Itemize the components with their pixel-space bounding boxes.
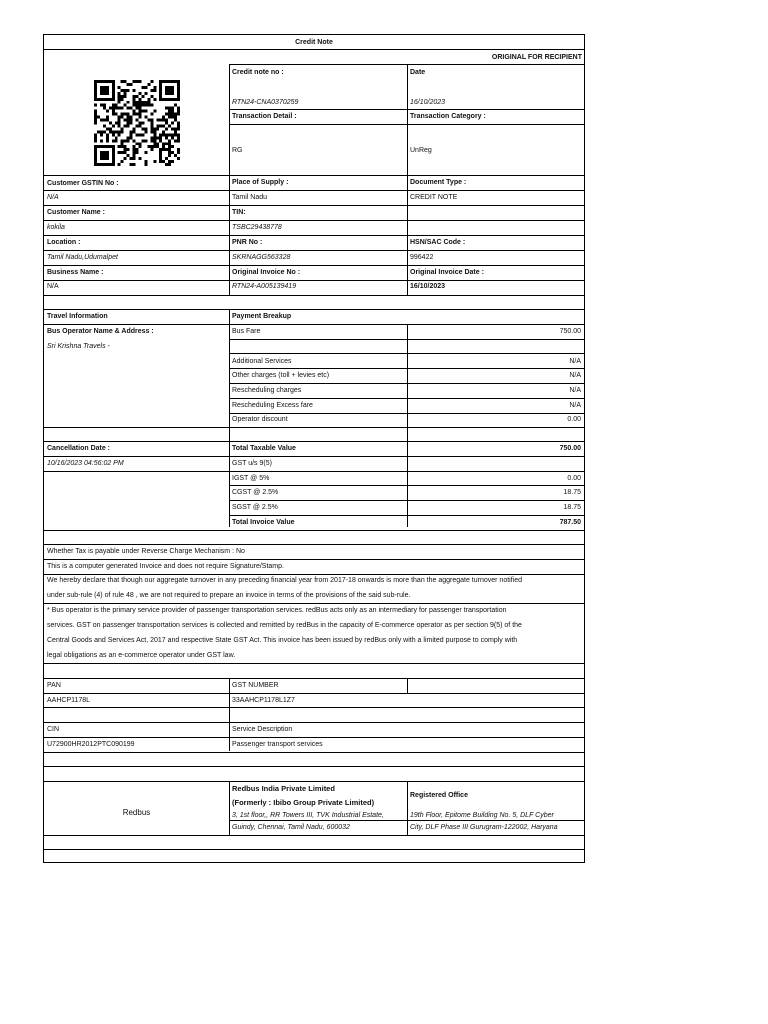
bus-operator: Sri Krishna Travels - bbox=[47, 343, 110, 350]
total-invoice-label: Total Invoice Value bbox=[232, 519, 295, 526]
business-name: N/A bbox=[47, 283, 59, 290]
sgst-label: SGST @ 2.5% bbox=[232, 504, 278, 511]
company-name-line-2: (Formerly : Ibibo Group Private Limited) bbox=[232, 798, 375, 807]
original-invoice-no: RTN24-A005139419 bbox=[232, 283, 297, 290]
date-label: Date bbox=[410, 69, 426, 76]
location-label: Location : bbox=[47, 239, 81, 246]
travel-information-label: Travel Information bbox=[47, 313, 108, 320]
gst-number-value: 33AAHCP1178L1Z7 bbox=[232, 697, 295, 704]
hsn-label: HSN/SAC Code : bbox=[410, 239, 466, 246]
transaction-detail: RG bbox=[232, 147, 243, 154]
customer-gstin-label: Customer GSTIN No : bbox=[47, 180, 119, 187]
declaration-line-1: We hereby declare that though our aggregate turnover in any preceding financial year from 2017-18 onwards is more than the aggregate turnover notified bbox=[47, 577, 522, 584]
original-invoice-date: 16/10/2023 bbox=[410, 283, 446, 290]
location-value: Tamil Nadu,Udumalpet bbox=[47, 254, 118, 261]
rescheduling-charges-label: Rescheduling charges bbox=[232, 387, 302, 394]
pnr-value: SKRNAGG563328 bbox=[232, 254, 291, 261]
total-taxable-label: Total Taxable Value bbox=[232, 445, 296, 452]
reverse-charge-note: Whether Tax is payable under Reverse Charge Mechanism : No bbox=[47, 548, 245, 555]
registered-office-line-2: City, DLF Phase III Gurugram-122002, Haryana bbox=[410, 824, 558, 831]
date-value: 16/10/2023 bbox=[410, 99, 446, 106]
qr-code-icon bbox=[94, 80, 180, 166]
transaction-category-label: Transaction Category : bbox=[410, 113, 486, 120]
service-description-label: Service Description bbox=[232, 726, 293, 733]
rescheduling-charges-value: N/A bbox=[569, 387, 581, 394]
igst-value: 0.00 bbox=[567, 475, 581, 482]
transaction-detail-label: Transaction Detail : bbox=[232, 113, 297, 120]
company-name-line-1: Redbus India Private Limited bbox=[232, 784, 335, 793]
customer-name: kokila bbox=[47, 224, 65, 231]
hsn-value: 996422 bbox=[410, 254, 434, 261]
tin-value: TSBC29438778 bbox=[232, 224, 282, 231]
bus-operator-label: Bus Operator Name & Address : bbox=[47, 328, 154, 335]
place-of-supply: Tamil Nadu bbox=[232, 194, 268, 201]
pan-label: PAN bbox=[47, 682, 61, 689]
total-invoice-value: 787.50 bbox=[559, 519, 581, 526]
original-invoice-no-label: Original Invoice No : bbox=[232, 269, 301, 276]
customer-gstin: N/A bbox=[47, 194, 59, 201]
cgst-value: 18.75 bbox=[563, 489, 581, 496]
tin-label: TIN: bbox=[232, 209, 246, 216]
rescheduling-excess-value: N/A bbox=[569, 402, 581, 409]
operator-discount-label: Operator discount bbox=[232, 416, 288, 423]
pan-value: AAHCP1178L bbox=[47, 697, 91, 704]
payment-breakup-label: Payment Breakup bbox=[232, 313, 292, 320]
bus-fare-value: 750.00 bbox=[559, 328, 581, 335]
bus-fare-label: Bus Fare bbox=[232, 328, 261, 335]
other-charges-label: Other charges (toll + levies etc) bbox=[232, 372, 330, 379]
place-of-supply-label: Place of Supply : bbox=[232, 179, 289, 186]
gst-label: GST u/s 9(5) bbox=[232, 460, 272, 467]
registered-office-label: Registered Office bbox=[410, 792, 468, 799]
rescheduling-excess-label: Rescheduling Excess fare bbox=[232, 402, 313, 409]
customer-name-label: Customer Name : bbox=[47, 209, 105, 216]
transaction-category: UnReg bbox=[410, 147, 432, 154]
service-description: Passenger transport services bbox=[232, 741, 323, 748]
document-type: CREDIT NOTE bbox=[410, 194, 458, 201]
additional-services-value: N/A bbox=[569, 358, 581, 365]
igst-label: IGST @ 5% bbox=[232, 475, 270, 482]
disclaimer-line-2: services. GST on passenger transportation services is collected and remitted by redBus in the capacity of E-commerce operator as per section 9(5) of the bbox=[47, 622, 522, 629]
brand-name: Redbus bbox=[122, 808, 151, 817]
total-taxable-value: 750.00 bbox=[559, 445, 581, 452]
registered-office-line-1: 19th Floor, Epitome Building No. 5, DLF Cyber bbox=[410, 812, 554, 819]
cancellation-date: 10/16/2023 04:56:02 PM bbox=[47, 460, 124, 467]
credit-note-sheet bbox=[43, 34, 585, 863]
cancellation-date-label: Cancellation Date : bbox=[47, 445, 111, 452]
cgst-label: CGST @ 2.5% bbox=[232, 489, 279, 496]
other-charges-value: N/A bbox=[569, 372, 581, 379]
cin-label: CIN bbox=[47, 726, 60, 733]
document-title: Credit Note bbox=[295, 39, 333, 46]
declaration-line-2: under sub-rule (4) of rule 48 , we are not required to prepare an invoice in terms of the provisions of the said sub-rule. bbox=[47, 592, 411, 599]
disclaimer-line-3: Central Goods and Services Act, 2017 and respective State GST Act. This invoice has been issued by redBus only with a limited purpose to comply with bbox=[47, 637, 518, 644]
cin-value: U72900HR2012PTC090199 bbox=[47, 741, 135, 748]
company-address-line-1: 3, 1st floor,, RR Towers III, TVK Industrial Estate, bbox=[232, 812, 384, 819]
credit-note-no: RTN24-CNA0370259 bbox=[232, 99, 299, 106]
document-type-label: Document Type : bbox=[410, 179, 467, 186]
computer-generated-note: This is a computer generated Invoice and does not require Signature/Stamp. bbox=[47, 563, 284, 570]
disclaimer-line-4: legal obligations as an e-commerce operator under GST law. bbox=[47, 652, 236, 659]
credit-note-no-label: Credit note no : bbox=[232, 69, 284, 76]
disclaimer-line-1: * Bus operator is the primary service provider of passenger transportation services. redBus acts only as an intermediary for passenger transportation bbox=[47, 607, 507, 614]
operator-discount-value: 0.00 bbox=[567, 416, 581, 423]
sgst-value: 18.75 bbox=[563, 504, 581, 511]
gst-number-label: GST NUMBER bbox=[232, 682, 279, 689]
pnr-label: PNR No : bbox=[232, 239, 263, 246]
business-name-label: Business Name : bbox=[47, 269, 104, 276]
original-invoice-date-label: Original Invoice Date : bbox=[410, 269, 484, 276]
additional-services-label: Additional Services bbox=[232, 358, 292, 365]
copy-label: ORIGINAL FOR RECIPIENT bbox=[491, 54, 582, 61]
company-address-line-2: Guindy, Chennai, Tamil Nadu, 600032 bbox=[232, 824, 350, 831]
